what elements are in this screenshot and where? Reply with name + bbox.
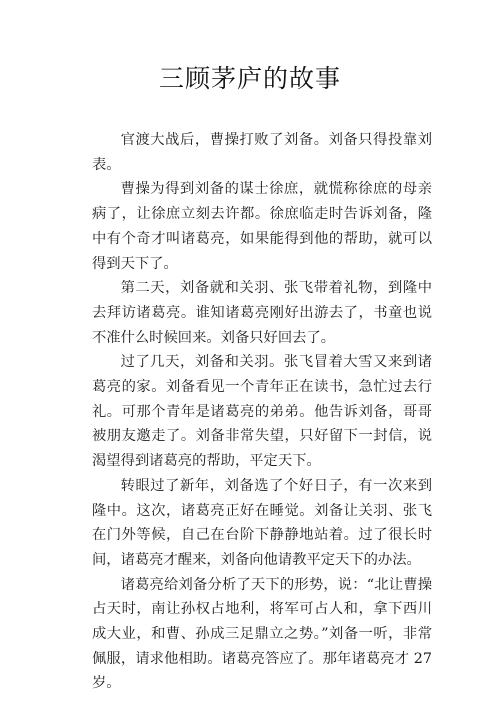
paragraph-2: 曹操为得到刘备的谋士徐庶，就慌称徐庶的母亲病了，让徐庶立刻去许都。徐庶临走时告诉刘备，隆中有个奇才叫诸葛亮，如果能得到他的帮助，就可以得到天下了。: [92, 181, 432, 272]
paragraph-6: 诸葛亮给刘备分析了天下的形势，说：“北让曹操占天时，南让孙权占地利，将军可占人和，拿下西川成大业，和曹、孙成三足鼎立之势。”刘备一听，非常佩服，请求他相助。诸葛亮答应了。那年诸葛亮才 27 岁。: [92, 576, 432, 692]
paragraph-5: 转眼过了新年，刘备选了个好日子，有一次来到隆中。这次，诸葛亮正好在睡觉。刘备让关羽、张飞在门外等候，自己在台阶下静静地站着。过了很长时间，诸葛亮才醒来，刘备向他请教平定天下的办法。: [92, 477, 432, 568]
paragraph-3: 第二天，刘备就和关羽、张飞带着礼物，到隆中去拜访诸葛亮。谁知诸葛亮刚好出游去了，书童也说不准什么时候回来。刘备只好回去了。: [92, 280, 432, 346]
page-title: 三顾茅庐的故事: [158, 64, 341, 93]
paragraph-4: 过了几天，刘备和关羽。张飞冒着大雪又来到诸葛亮的家。刘备看见一个青年正在读书，急忙过去行礼。可那个青年是诸葛亮的弟弟。他告诉刘备，哥哥被朋友邀走了。刘备非常失望，只好留下一封信，说渴望得到诸葛亮的帮助，平定天下。: [92, 354, 432, 470]
article-body: [92, 128, 432, 696]
paragraph-1: 官渡大战后，曹操打败了刘备。刘备只得投靠刘表。: [92, 132, 432, 173]
